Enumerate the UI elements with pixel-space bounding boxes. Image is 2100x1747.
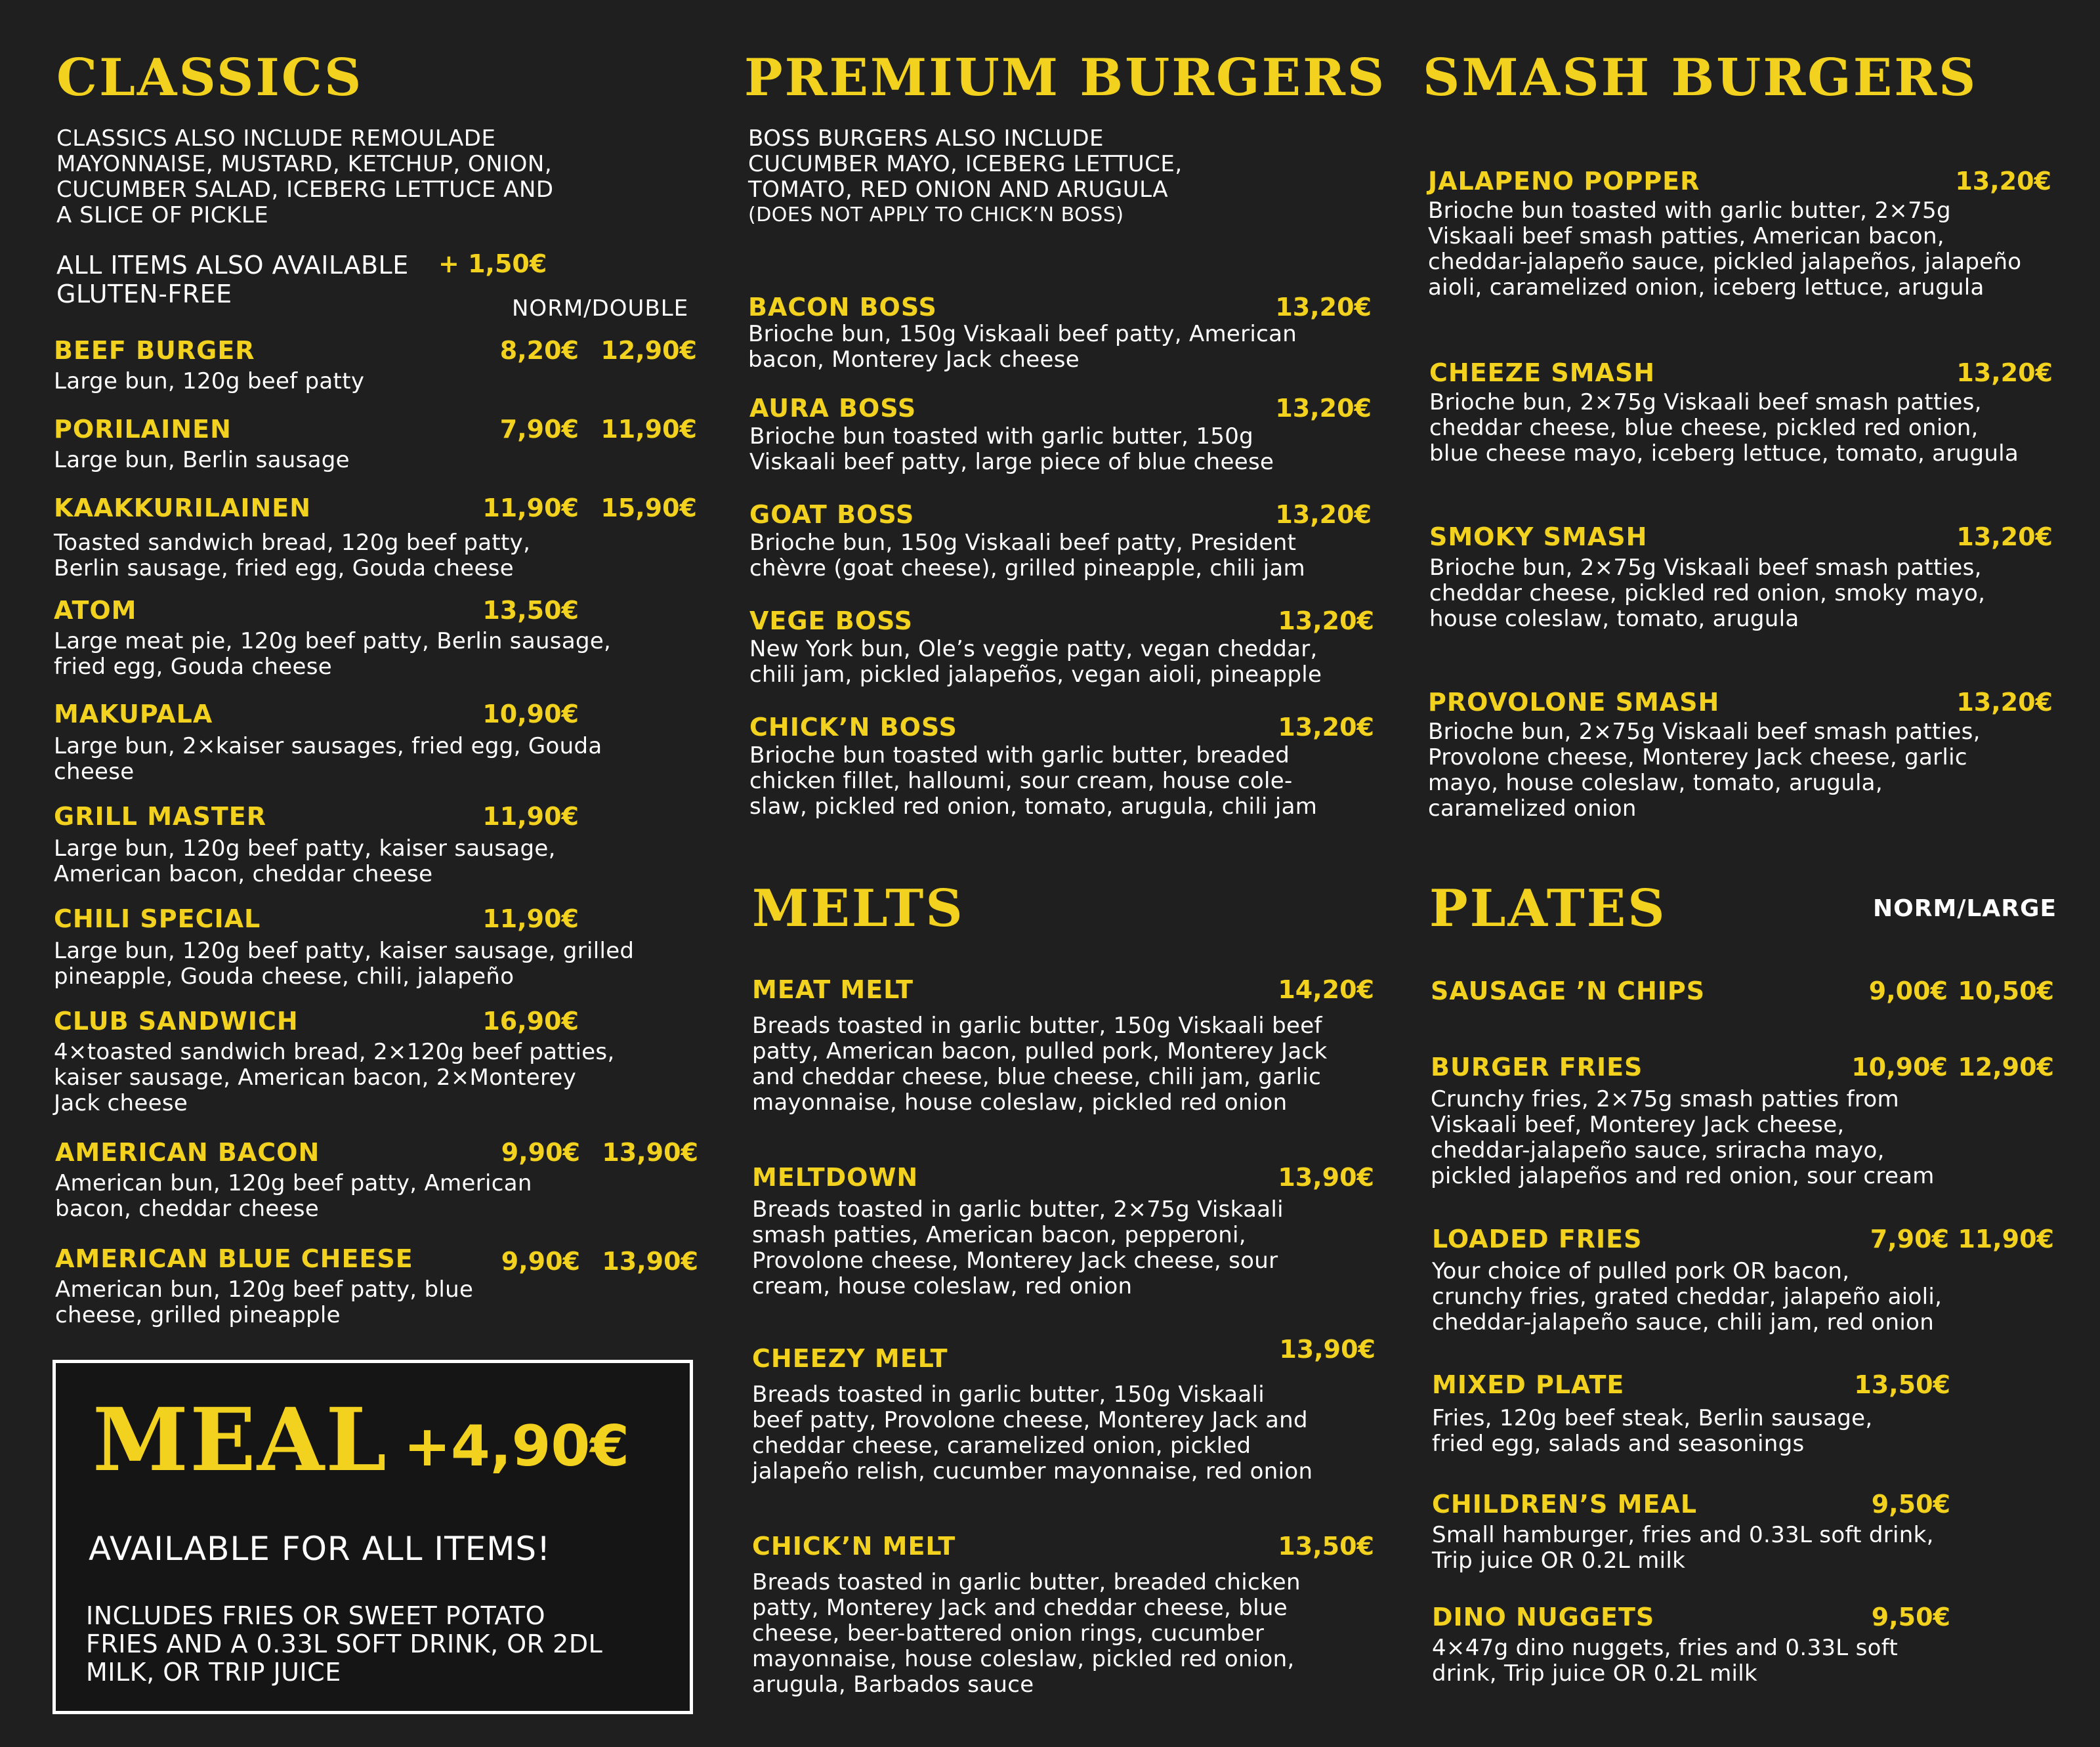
item-price-double: 13,90€: [602, 1247, 698, 1276]
plates-size-header: NORM/LARGE: [1873, 895, 2057, 922]
item-description: Brioche bun, 2×75g Viskaali beef smash patties, Provolone cheese, Monterey Jack cheese, garlic mayo, house coleslaw, tomato, arugula, caramelized onion: [1428, 719, 1981, 822]
item-description: Brioche bun, 150g Viskaali beef patty, President chèvre (goat cheese), grilled pineapple, chili jam: [749, 530, 1305, 581]
item-description: Crunchy fries, 2×75g smash patties from Viskaali beef, Monterey Jack cheese, cheddar-jalapeño sauce, sriracha mayo, pickled jalapeños and red onion, sour cream: [1431, 1086, 1935, 1189]
item-name: CHICK’N MELT: [752, 1532, 956, 1561]
item-name: GRILL MASTER: [54, 802, 266, 831]
item-name: CHEEZY MELT: [752, 1344, 948, 1373]
item-name: PORILAINEN: [54, 415, 232, 444]
item-description: Large bun, Berlin sausage: [54, 447, 350, 473]
item-name: CLUB SANDWICH: [54, 1007, 299, 1036]
item-description: Large bun, 120g beef patty, kaiser sausage, grilled pineapple, Gouda cheese, chili, jalapeño: [54, 938, 635, 990]
meal-subtitle: AVAILABLE FOR ALL ITEMS!: [89, 1530, 551, 1568]
item-description: 4×47g dino nuggets, fries and 0.33L soft drink, Trip juice OR 0.2L milk: [1432, 1635, 1899, 1687]
item-price-double: 13,90€: [602, 1138, 698, 1167]
item-price: 13,20€: [1956, 688, 2053, 717]
classics-note: CLASSICS ALSO INCLUDE REMOULADE MAYONNAISE, MUSTARD, KETCHUP, ONION, CUCUMBER SALAD, ICEBERG LETTUCE AND A SLICE OF PICKLE: [56, 125, 554, 228]
item-price: 11,90€: [482, 904, 579, 933]
item-name: CHILDREN’S MEAL: [1432, 1490, 1698, 1519]
item-price: 13,50€: [1278, 1532, 1374, 1561]
item-description: Toasted sandwich bread, 120g beef patty, Berlin sausage, fried egg, Gouda cheese: [54, 530, 531, 581]
item-name: AMERICAN BLUE CHEESE: [55, 1244, 413, 1273]
item-description: Brioche bun, 2×75g Viskaali beef smash patties, cheddar cheese, blue cheese, pickled red onion, blue cheese mayo, iceberg lettuce, tomato, arugula: [1429, 389, 2019, 467]
meal-price: +4,90€: [404, 1414, 630, 1479]
item-name: DINO NUGGETS: [1432, 1603, 1655, 1631]
item-description: Large bun, 120g beef patty, kaiser sausage, American bacon, cheddar cheese: [54, 835, 556, 887]
item-price: 9,90€: [501, 1247, 580, 1276]
item-description: 4×toasted sandwich bread, 2×120g beef patties, kaiser sausage, American bacon, 2×Monterey Jack cheese: [54, 1039, 615, 1116]
item-description: Breads toasted in garlic butter, 150g Viskaali beef patty, American bacon, pulled pork, Monterey Jack and cheddar cheese, blue cheese, chili jam, garlic mayonnaise, house coleslaw, pickled red onion: [752, 1013, 1328, 1116]
item-name: PROVOLONE SMASH: [1428, 688, 1720, 717]
item-price: 16,90€: [482, 1007, 579, 1036]
item-name: MAKUPALA: [54, 700, 213, 728]
item-name: VEGE BOSS: [749, 606, 914, 635]
item-description: Brioche bun toasted with garlic butter, breaded chicken fillet, halloumi, sour cream, house cole- slaw, pickled red onion, tomato, arugula, chili jam: [749, 742, 1318, 820]
classics-size-header: NORM/DOUBLE: [512, 295, 689, 322]
item-description: New York bun, Ole’s veggie patty, vegan cheddar, chili jam, pickled jalapeños, vegan aioli, pineapple: [749, 636, 1322, 688]
item-price-large: 10,50€: [1958, 977, 2054, 1005]
item-price-large: 12,90€: [1958, 1053, 2054, 1082]
item-price: 9,50€: [1871, 1603, 1950, 1631]
item-price: 9,50€: [1871, 1490, 1950, 1519]
item-price-double: 12,90€: [600, 336, 697, 365]
item-description: Your choice of pulled pork OR bacon, crunchy fries, grated cheddar, jalapeño aioli, cheddar-jalapeño sauce, chili jam, red onion: [1432, 1258, 1942, 1336]
item-price: 13,50€: [482, 596, 579, 625]
item-price: 10,90€: [482, 700, 579, 728]
item-price: 9,90€: [501, 1138, 580, 1167]
item-price-double: 15,90€: [600, 494, 697, 522]
plates-title: PLATES: [1429, 879, 1667, 938]
item-name: CHEEZE SMASH: [1429, 358, 1656, 387]
item-name: CHICK’N BOSS: [749, 713, 957, 742]
item-price: 10,90€: [1851, 1053, 1948, 1082]
item-name: ATOM: [54, 596, 137, 625]
premium-note-small: (DOES NOT APPLY TO CHICK’N BOSS): [748, 203, 1124, 226]
item-description: Brioche bun toasted with garlic butter, 150g Viskaali beef patty, large piece of blue cheese: [749, 423, 1274, 475]
item-description: Fries, 120g beef steak, Berlin sausage, fried egg, salads and seasonings: [1432, 1405, 1873, 1457]
item-description: Brioche bun toasted with garlic butter, 2×75g Viskaali beef smash patties, American bacon, cheddar-jalapeño sauce, pickled jalapeños, jalapeño aioli, caramelized onion, iceberg lettuce, arugula: [1428, 198, 2022, 301]
item-name: CHILI SPECIAL: [54, 904, 261, 933]
smash-title: SMASH BURGERS: [1423, 48, 1978, 108]
meal-description: INCLUDES FRIES OR SWEET POTATO FRIES AND A 0.33L SOFT DRINK, OR 2DL MILK, OR TRIP JUICE: [86, 1601, 603, 1687]
gluten-free-note: ALL ITEMS ALSO AVAILABLE GLUTEN-FREE: [56, 251, 409, 308]
item-name: LOADED FRIES: [1432, 1225, 1643, 1253]
item-price: 13,20€: [1956, 522, 2053, 551]
melts-title: MELTS: [752, 879, 965, 938]
item-price: 13,90€: [1279, 1335, 1376, 1364]
item-price: 13,20€: [1275, 293, 1372, 322]
item-name: BACON BOSS: [748, 293, 937, 322]
item-description: Breads toasted in garlic butter, 150g Viskaali beef patty, Provolone cheese, Monterey Jack and cheddar cheese, caramelized onion, pickled jalapeño relish, cucumber mayonnaise, red onion: [752, 1381, 1313, 1484]
item-price-double: 11,90€: [600, 415, 697, 444]
item-price: 7,90€: [1870, 1225, 1949, 1253]
item-price: 13,20€: [1278, 606, 1374, 635]
item-description: American bun, 120g beef patty, blue cheese, grilled pineapple: [55, 1276, 474, 1328]
item-description: American bun, 120g beef patty, American bacon, cheddar cheese: [55, 1170, 532, 1222]
item-price: 13,20€: [1275, 500, 1372, 529]
item-name: AMERICAN BACON: [55, 1138, 320, 1167]
gluten-free-price: + 1,50€: [438, 249, 547, 278]
item-name: AURA BOSS: [749, 394, 917, 423]
item-price: 9,00€: [1868, 977, 1948, 1005]
item-description: Brioche bun, 150g Viskaali beef patty, American bacon, Monterey Jack cheese: [748, 321, 1297, 373]
item-name: MELTDOWN: [752, 1163, 919, 1192]
item-name: SAUSAGE ’N CHIPS: [1431, 977, 1706, 1005]
item-description: Large bun, 2×kaiser sausages, fried egg, Gouda cheese: [54, 733, 602, 785]
item-price: 8,20€: [499, 336, 579, 365]
item-price: 13,20€: [1275, 394, 1372, 423]
item-name: SMOKY SMASH: [1429, 522, 1648, 551]
item-price-large: 11,90€: [1958, 1225, 2054, 1253]
item-price: 13,20€: [1956, 358, 2053, 387]
item-name: BURGER FRIES: [1431, 1053, 1643, 1082]
item-name: MEAT MELT: [752, 975, 914, 1004]
item-description: Breads toasted in garlic butter, breaded chicken patty, Monterey Jack and cheddar cheese, blue cheese, beer-battered onion rings, cucumber mayonnaise, house coleslaw, pickled red onion, arugula, Barbados sauce: [752, 1569, 1301, 1698]
item-price: 7,90€: [499, 415, 579, 444]
item-price: 11,90€: [482, 802, 579, 831]
item-name: JALAPENO POPPER: [1428, 167, 1700, 196]
classics-title: CLASSICS: [56, 48, 364, 108]
item-price: 13,50€: [1854, 1370, 1950, 1399]
item-name: BEEF BURGER: [54, 336, 255, 365]
item-name: MIXED PLATE: [1432, 1370, 1625, 1399]
item-description: Brioche bun, 2×75g Viskaali beef smash patties, cheddar cheese, pickled red onion, smoky mayo, house coleslaw, tomato, arugula: [1429, 555, 1986, 632]
item-description: Breads toasted in garlic butter, 2×75g Viskaali smash patties, American bacon, pepperoni, Provolone cheese, Monterey Jack cheese, sour cream, house coleslaw, red onion: [752, 1196, 1284, 1299]
item-description: Large meat pie, 120g beef patty, Berlin sausage, fried egg, Gouda cheese: [54, 628, 612, 680]
premium-title: PREMIUM BURGERS: [744, 48, 1387, 108]
item-price: 13,20€: [1278, 713, 1374, 742]
item-name: GOAT BOSS: [749, 500, 915, 529]
item-price: 13,90€: [1278, 1163, 1374, 1192]
item-price: 14,20€: [1278, 975, 1374, 1004]
item-price: 13,20€: [1955, 167, 2051, 196]
meal-title: MEAL: [93, 1389, 388, 1491]
item-description: Large bun, 120g beef patty: [54, 368, 365, 394]
item-price: 11,90€: [482, 494, 579, 522]
item-name: KAAKKURILAINEN: [54, 494, 312, 522]
item-description: Small hamburger, fries and 0.33L soft drink, Trip juice OR 0.2L milk: [1432, 1522, 1934, 1574]
premium-note: BOSS BURGERS ALSO INCLUDE CUCUMBER MAYO, ICEBERG LETTUCE, TOMATO, RED ONION AND ARUGULA: [748, 125, 1183, 203]
meal-box: [52, 1360, 693, 1714]
